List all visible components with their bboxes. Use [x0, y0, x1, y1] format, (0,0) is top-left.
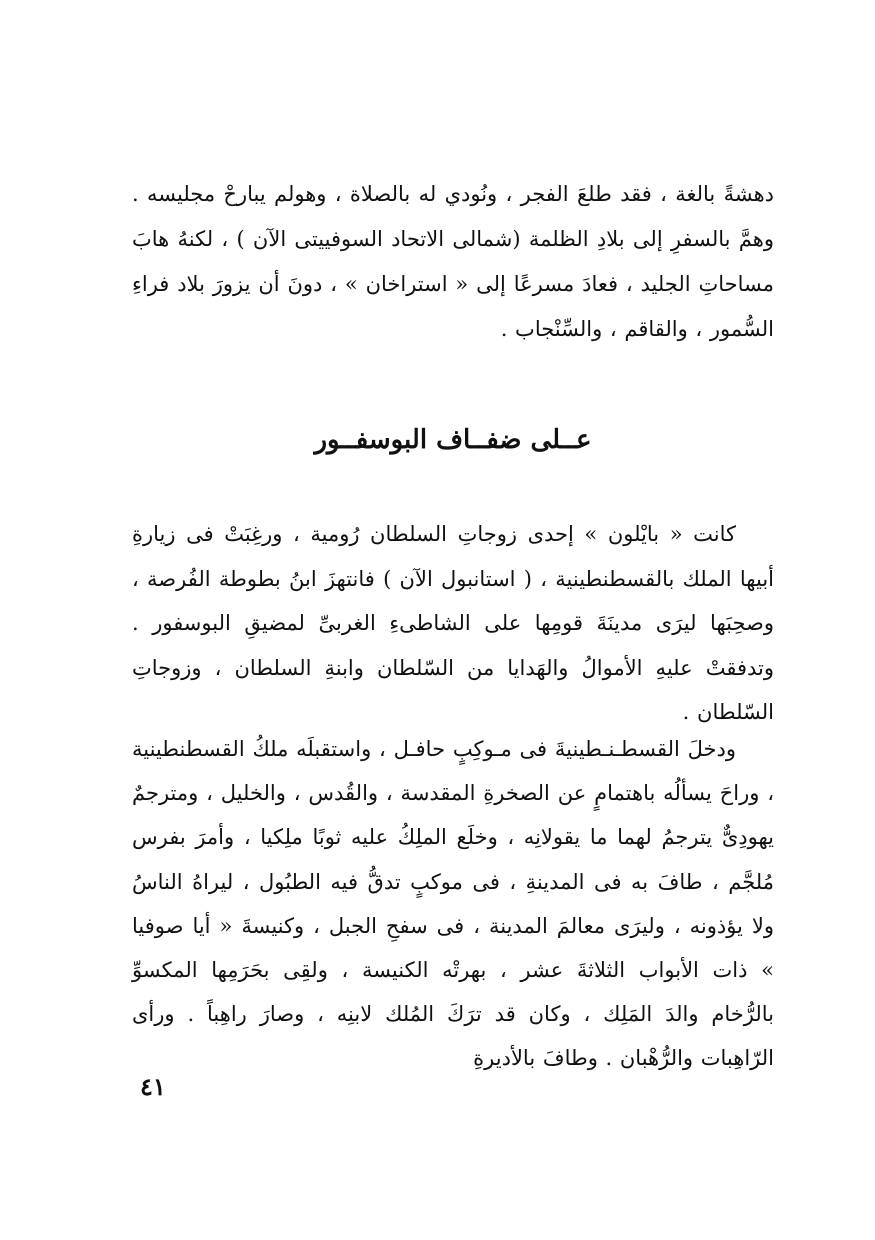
intro-paragraph: دهشةً بالغة ، فقد طلعَ الفجر ، ونُودي له بالصلاة ، وهولم يبارحْ مجليسه . وهمَّ بالسفرِ إلى بلادِ الظلمة (شمالى الاتحاد السوفييتى الآن ) ، لكنهُ هابَ مساحاتِ الجليد ، فعادَ مسرعًا إلى « استراخان » ، دونَ أن يزورَ بلاد فراءِ السُّمور ، والقاقم ، والسِّنْجاب .	[132, 182, 774, 341]
paragraph-1-block	[132, 512, 774, 735]
paragraph-1: كانت « بايْلون » إحدى زوجاتِ السلطان رُومية ، ورغِبَتْ فى زيارةِ أبيها الملك بالقسطنطينية ، ( استانبول الآن ) فانتهزَ ابنُ بطوطة الفُرصة ، وصحِبَها ليرَى مدينَةَ قومِها على الشاطىءِ الغربىِّ لمضيقِ البوسفور . وتدفقتْ عليهِ الأموالُ والهَدايا من السّلطان وابنةِ السلطان ، وزوجاتِ السّلطان .	[132, 522, 774, 724]
paragraph-2-block	[132, 727, 774, 1081]
section-heading: عــلى ضفــاف البوسفــور	[314, 425, 592, 455]
paragraph-2: ودخلَ القسطـنـطينيةَ فى مـوكِبٍ حافـل ، واستقبلَه ملكُ القسطنطينية ، وراحَ يسألُه باهتمامٍ عن الصخرةِ المقدسة ، والقُدس ، والخليل ، ومترجمٌ يهودِىٌّ يترجمُ لهما ما يقولانِه ، وخلَع الملِكُ عليه ثوبًا ملِكيا ، وأمرَ بفرس مُلجَّم ، طافَ به فى المدينةِ ، فى موكبٍ تدقُّ فيه الطبُول ، ليراهُ الناسُ ولا يؤذونه ، وليرَى معالمَ المدينة ، فى سفحِ الجبل ، وكنيسةَ « أيا صوفيا » ذات الأبواب الثلاثةَ عشر ، بهرتْه الكنيسة ، ولقِى بحَرَمِها المكسوِّ بالرُّخام والدَ المَلِك ، وكان قد ترَكَ المُلك لابنِه ، وصارَ راهِباً . ورأى الرّاهِبات والرُّهْبان . وطافَ بالأديرةِ	[132, 737, 775, 1071]
intro-paragraph-block	[132, 172, 774, 352]
page-number: ٤١	[140, 1072, 166, 1101]
